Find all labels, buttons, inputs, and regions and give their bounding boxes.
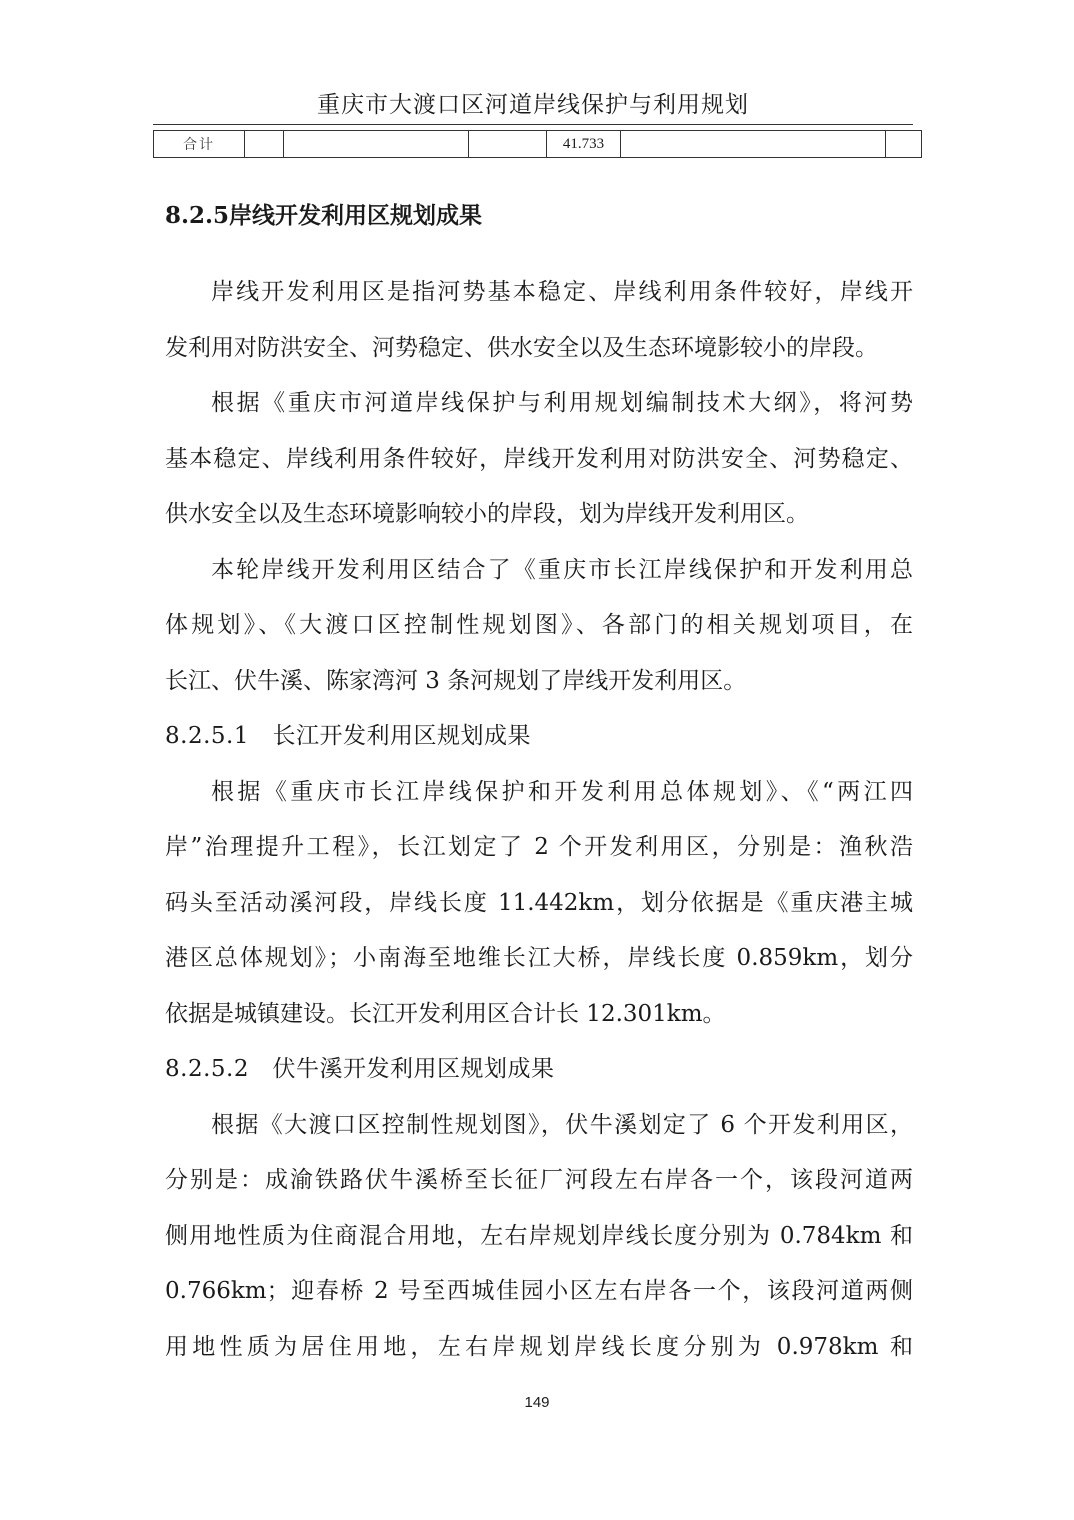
table-cell — [621, 131, 886, 158]
header-rule — [153, 124, 913, 125]
summary-table — [153, 130, 922, 158]
paragraph-line: 码头至活动溪河段，岸线长度 11.442km，划分依据是《重庆港主城 — [165, 889, 913, 916]
section-heading: 8.2.5岸线开发利用区规划成果 — [165, 202, 483, 229]
paragraph-line: 基本稳定、岸线利用条件较好，岸线开发利用对防洪安全、河势稳定、 — [165, 445, 913, 472]
paragraph-line: 依据是城镇建设。长江开发利用区合计长 12.301km。 — [165, 1000, 726, 1027]
paragraph-line: 岸”治理提升工程》，长江划定了 2 个开发利用区，分别是：渔秋浩 — [165, 834, 913, 860]
paragraph-line: 供水安全以及生态环境影响较小的岸段，划为岸线开发利用区。 — [165, 501, 809, 527]
paragraph-line: 港区总体规划》；小南海至地维长江大桥，岸线长度 0.859km，划分 — [165, 945, 913, 971]
total-label-cell: 合计 — [154, 131, 245, 158]
paragraph-line: 用地性质为居住用地，左右岸规划岸线长度分别为 0.978km 和 — [165, 1333, 913, 1360]
subsection-heading: 8.2.5.2 伏牛溪开发利用区规划成果 — [165, 1056, 555, 1082]
page-number: 149 — [524, 1394, 550, 1411]
paragraph-line: 0.766km；迎春桥 2 号至西城佳园小区左右岸各一个，该段河道两侧 — [165, 1278, 913, 1304]
paragraph-line: 岸线开发利用区是指河势基本稳定、岸线利用条件较好，岸线开 — [211, 279, 913, 305]
paragraph-line: 根据《大渡口区控制性规划图》，伏牛溪划定了 6 个开发利用区， — [211, 1111, 913, 1138]
paragraph-line: 长江、伏牛溪、陈家湾河 3 条河规划了岸线开发利用区。 — [165, 667, 747, 694]
paragraph-line: 根据《重庆市长江岸线保护和开发利用总体规划》、《“两江四 — [211, 778, 913, 805]
table-cell — [469, 131, 547, 158]
subsection-heading: 8.2.5.1 长江开发利用区规划成果 — [165, 723, 531, 749]
body-text — [165, 265, 913, 1375]
paragraph-line: 体规划》、《大渡口区控制性规划图》、各部门的相关规划项目，在 — [165, 612, 913, 638]
paragraph-line: 分别是：成渝铁路伏牛溪桥至长征厂河段左右岸各一个，该段河道两 — [165, 1167, 913, 1193]
paragraph-line: 侧用地性质为住商混合用地，左右岸规划岸线长度分别为 0.784km 和 — [165, 1222, 913, 1249]
paragraph-line: 发利用对防洪安全、河势稳定、供水安全以及生态环境影较小的岸段。 — [165, 334, 878, 361]
table-cell — [245, 131, 284, 158]
table-cell — [284, 131, 469, 158]
table-row — [154, 131, 922, 158]
table-cell — [886, 131, 922, 158]
running-header: 重庆市大渡口区河道岸线保护与利用规划 — [317, 92, 749, 118]
paragraph-line: 根据《重庆市河道岸线保护与利用规划编制技术大纲》，将河势 — [211, 390, 913, 416]
paragraph-line: 本轮岸线开发利用区结合了《重庆市长江岸线保护和开发利用总 — [211, 556, 913, 583]
total-value-cell: 41.733 — [547, 131, 621, 158]
